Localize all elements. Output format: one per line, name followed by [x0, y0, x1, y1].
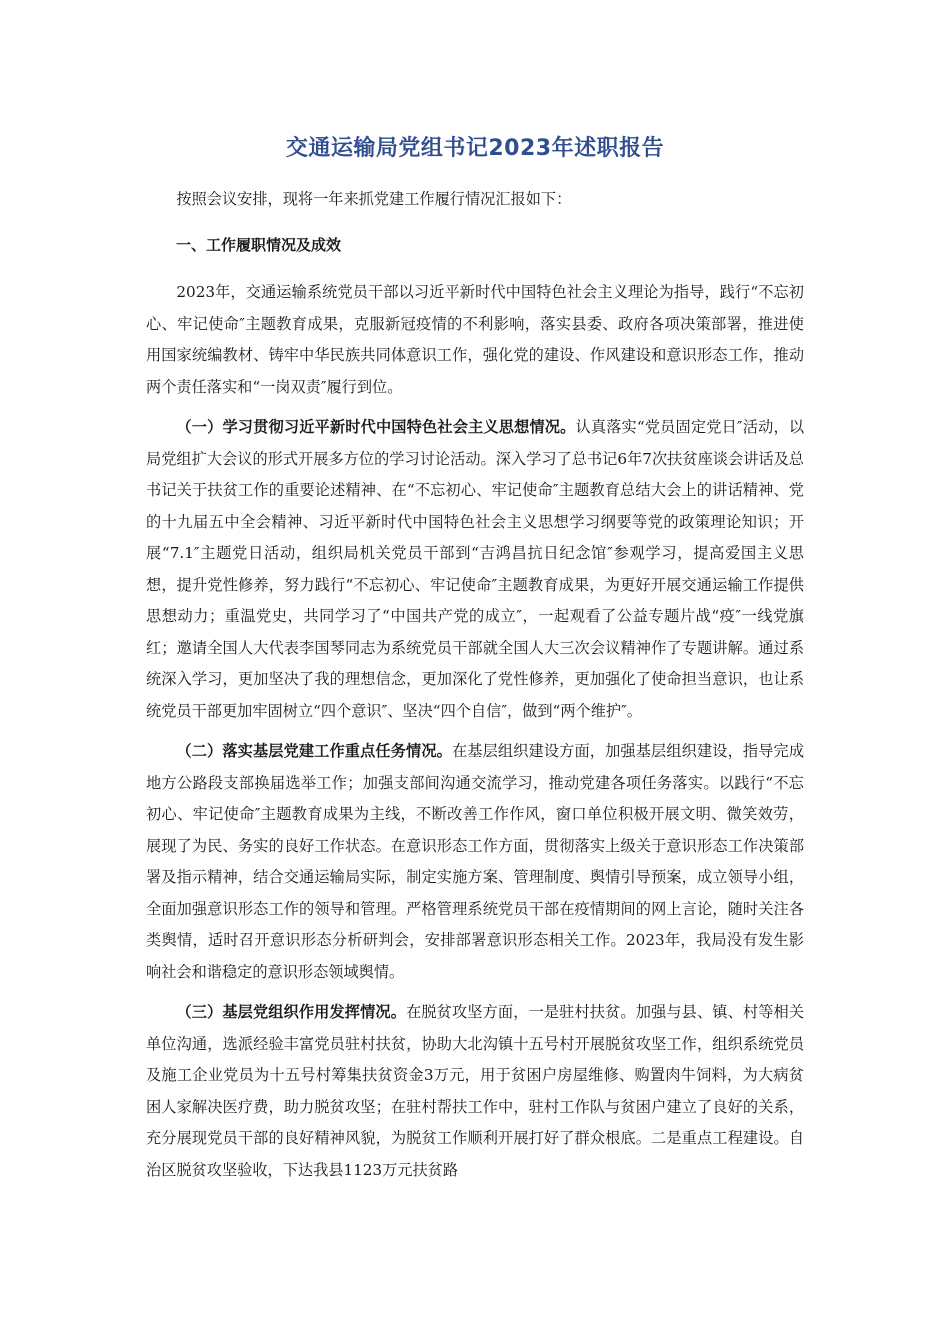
document-title: 交通运输局党组书记2023年述职报告 — [285, 136, 665, 161]
item-3-text: 在脱贫攻坚方面，一是驻村扶贫。加强与县、镇、村等相关单位沟通，选派经验丰富党员驻村扶贫，协助大北沟镇十五号村开展脱贫攻坚工作，组织系统党员及施工企业党员为十五号村筹集扶贫资金3万元，用于贫困户房屋维修、购置肉牛饲料，为大病贫困人家解决医疗费，助力脱贫攻坚；在驻村帮扶工作中，驻村工作队与贫困户建立了良好的关系，充分展现党员干部的良好精神风貌，为脱贫工作顺利开展打好了群众根底。二是重点工程建设。自治区脱贫攻坚验收，下达我县1123万元扶贫路 — [146, 1003, 805, 1179]
document-body — [146, 184, 804, 1186]
item-3-lead: （三）基层党组织作用发挥情况。 — [176, 1003, 407, 1021]
item-2-text: 在基层组织建设方面，加强基层组织建设，指导完成地方公路段支部换届选举工作；加强支部间沟通交流学习，推动党建各项任务落实。以践行“不忘初心、牢记使命″主题教育成果为主线，不断改善工作作风，窗口单位积极开展文明、微笑效劳，展现了为民、务实的良好工作状态。在意识形态工作方面，贯彻落实上级关于意识形态工作决策部署及指示精神，结合交通运输局实际，制定实施方案、管理制度、舆情引导预案，成立领导小组，全面加强意识形态工作的领导和管理。严格管理系统党员干部在疫情期间的网上言论，随时关注各类舆情，适时召开意识形态分析研判会，安排部署意识形态相关工作。2023年，我局没有发生影响社会和谐稳定的意识形态领域舆情。 — [146, 742, 805, 981]
item-1-lead: （一）学习贯彻习近平新时代中国特色社会主义思想情况。 — [176, 418, 576, 436]
item-1-text: 认真落实“党员固定党日″活动，以局党组扩大会议的形式开展多方位的学习讨论活动。深入学习了总书记6年7次扶贫座谈会讲话及总书记关于扶贫工作的重要论述精神、在“不忘初心、牢记使命″主题教育总结大会上的讲话精神、党的十九届五中全会精神、习近平新时代中国特色社会主义思想学习纲要等党的政策理论知识；开展“7.1″主题党日活动，组织局机关党员干部到“吉鸿昌抗日纪念馆″参观学习，提高爱国主义思想，提升党性修养，努力践行“不忘初心、牢记使命″主题教育成果，为更好开展交通运输工作提供思想动力；重温党史，共同学习了“中国共产党的成立″，一起观看了公益专题片战“疫″一线党旗红；邀请全国人大代表李国琴同志为系统党员干部就全国人大三次会议精神作了专题讲解。通过系统深入学习，更加坚决了我的理想信念，更加深化了党性修养，更加强化了使命担当意识，也让系统党员干部更加牢固树立“四个意识″、坚决“四个自信″，做到“两个维护″。 — [146, 418, 805, 720]
intro-paragraph: 按照会议安排，现将一年来抓党建工作履行情况汇报如下： — [176, 190, 572, 208]
section-heading: 一、工作履职情况及成效 — [176, 235, 342, 254]
item-2-lead: （二）落实基层党建工作重点任务情况。 — [176, 742, 452, 760]
item-3-paragraph — [146, 997, 804, 1186]
item-1-paragraph — [146, 412, 804, 727]
overview-paragraph: 2023年，交通运输系统党员干部以习近平新时代中国特色社会主义理论为指导，践行“不忘初心、牢记使命″主题教育成果，克服新冠疫情的不利影响，落实县委、政府各项决策部署，推进使用国家统编教材、铸牢中华民族共同体意识工作，强化党的建设、作风建设和意识形态工作，推动两个责任落实和“一岗双责″履行到位。 — [146, 283, 804, 396]
item-2-paragraph — [146, 736, 804, 988]
